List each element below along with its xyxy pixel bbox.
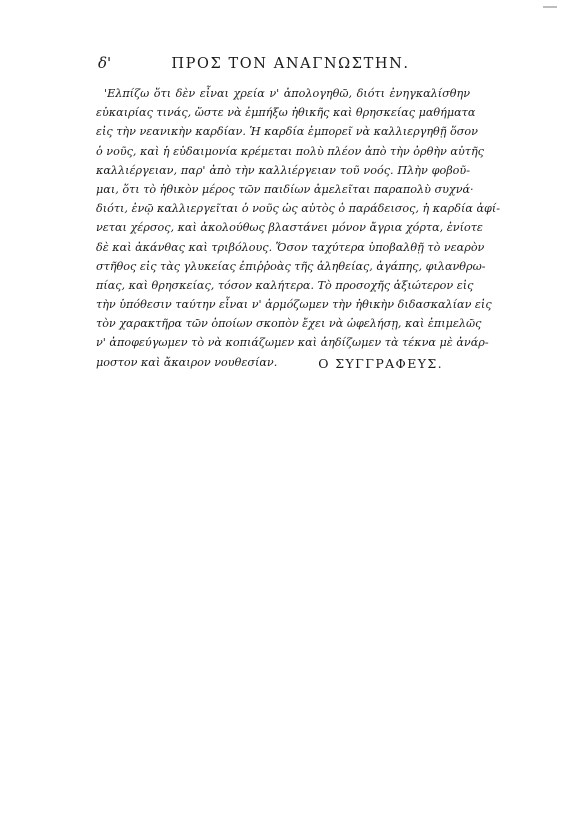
scan-corner-mark xyxy=(543,6,557,8)
text-line: τὸν χαρακτῆρα τῶν ὁποίων σκοπὸν ἔχει νὰ ὠφελήσῃ, καὶ ἐπιμελῶς xyxy=(96,317,482,331)
text-line: πίας, καὶ θρησκείας, τόσον καλήτερα. Τὸ προσοχῆς ἀξιώτερον εἰς xyxy=(96,278,474,292)
running-title: ΠΡΟΣ ΤΟΝ ΑΝΑΓΝΩΣΤΗΝ. xyxy=(171,56,410,72)
text-line: νεται χέρσος, καὶ ἀκολούθως βλαστάνει μόνον ἄγρια χόρτα, ἐνίοτε xyxy=(96,221,483,235)
body-paragraph xyxy=(96,84,501,372)
text-line: καλλιέργειαν, παρ' ἀπὸ τὴν καλλιέργειαν τοῦ νοός. Πλὴν φοβοῦ- xyxy=(96,163,470,177)
text-line: διότι, ἐνῷ καλλιεργεῖται ὁ νοῦς ὡς αὐτὸς ὁ παράδεισος, ἡ καρδία ἀφί- xyxy=(96,202,501,216)
text-line: ν' ἀποφεύγωμεν τὸ νὰ κοπιάζωμεν καὶ ἀηδίζωμεν τὰ τέκνα μὲ ἀνάρ- xyxy=(96,336,489,350)
text-line: τὴν ὑπόθεσιν ταύτην εἶναι ν' ἁρμόζωμεν τὴν ἠθικὴν διδασκαλίαν εἰς xyxy=(96,298,492,312)
text-line: μοστον καὶ ἄκαιρον νουθεσίαν. xyxy=(96,355,278,369)
text-line: μαι, ὅτι τὸ ἠθικὸν μέρος τῶν παιδίων ἀμελεῖται παραπολὺ συχνά· xyxy=(96,182,474,196)
text-line: εἰς τὴν νεανικὴν καρδίαν. Ἡ καρδία ἐμπορεῖ νὰ καλλιεργηθῇ ὅσον xyxy=(96,125,478,139)
text-line: δὲ καὶ ἀκάνθας καὶ τριβόλους. Ὅσον ταχύτερα ὑποβαλθῇ τὸ νεαρὸν xyxy=(96,240,485,254)
text-line: στῆθος εἰς τὰς γλυκείας ἐπιῤῥοὰς τῆς ἀληθείας, ἀγάπης, φιλανθρω- xyxy=(96,259,486,273)
text-line: ὁ νοῦς, καὶ ἡ εὐδαιμονία κρέμεται πολὺ πλέον ἀπὸ τὴν ὀρθὴν αὐτῆς xyxy=(96,144,484,158)
page-number: δ' xyxy=(98,54,112,72)
author-signature: Ο ΣΥΓΓΡΑΦΕΥΣ. xyxy=(318,356,443,371)
text-line: εὐκαιρίας τινάς, ὥστε νὰ ἐμπήξω ἠθικῆς καὶ θρησκείας μαθήματα xyxy=(96,106,476,120)
text-line: 'Ελπίζω ὅτι δὲν εἶναι χρεία ν' ἀπολογηθῶ, διότι ἐνηγκαλίσθην xyxy=(104,87,470,100)
